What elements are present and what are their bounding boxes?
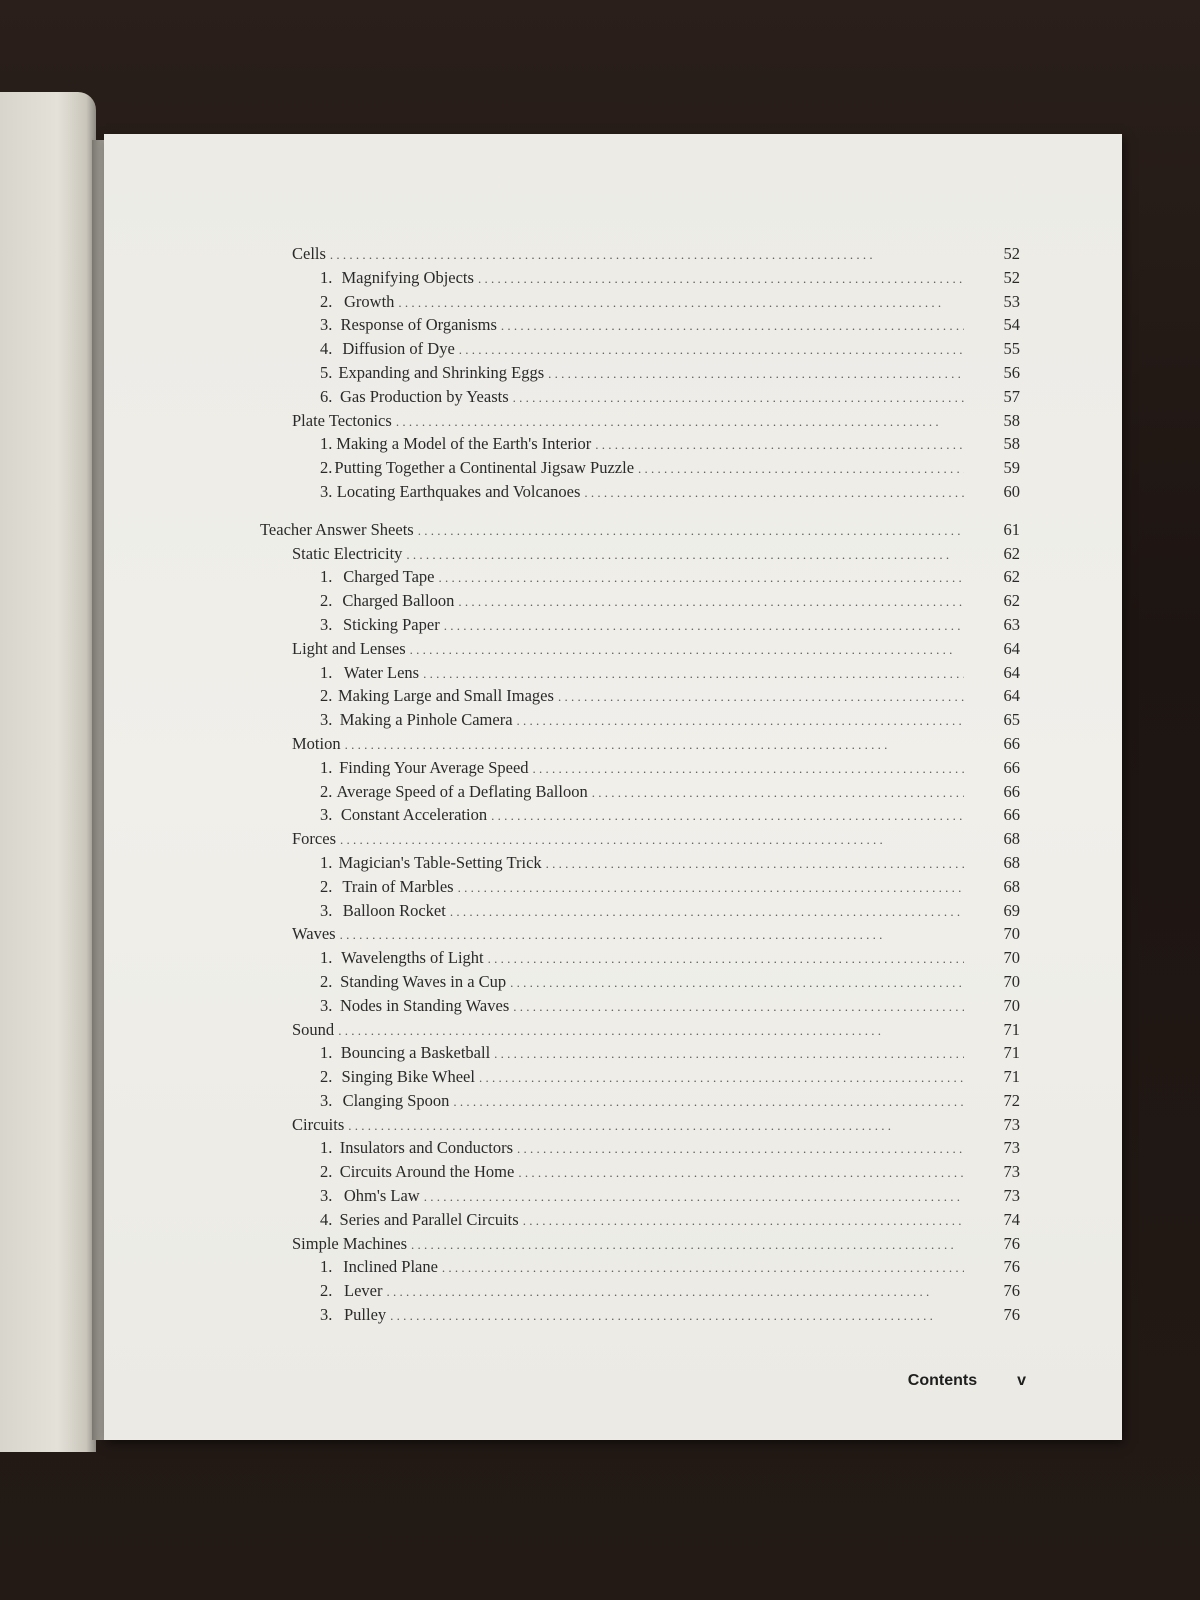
dot-leader — [595, 437, 964, 453]
toc-entry-page-number: 73 — [1003, 1186, 1020, 1206]
toc-entry-number: 1. — [320, 434, 333, 454]
dot-leader — [638, 461, 964, 477]
toc-subentry — [260, 1210, 1020, 1234]
toc-entry-page-number: 60 — [1003, 481, 1020, 501]
toc-entry-page-number: 74 — [1003, 1209, 1020, 1229]
dot-leader — [548, 366, 964, 382]
toc-entry-title: Cells — [292, 244, 326, 263]
dot-leader — [406, 547, 964, 563]
dot-leader — [546, 856, 964, 872]
toc-entry-title: Locating Earthquakes and Volcanoes — [336, 481, 581, 501]
dot-leader — [510, 975, 964, 991]
dot-leader — [459, 342, 964, 358]
toc-subentry — [260, 458, 1020, 482]
toc-entry-page-number: 70 — [1003, 995, 1020, 1015]
toc-entry-number: 1. — [320, 267, 333, 287]
toc-entry-page-number: 66 — [1003, 781, 1020, 801]
toc-entry-title: Forces — [292, 829, 336, 849]
dot-leader — [458, 880, 964, 896]
toc-entry-number: 3. — [320, 481, 333, 501]
toc-entry-page-number: 58 — [1003, 434, 1020, 454]
toc-entry-title: Standing Waves in a Cup — [340, 971, 507, 991]
toc-entry-title: Circuits Around the Home — [339, 1162, 515, 1182]
toc-section-entry — [260, 639, 1020, 663]
toc-entry-title: Water Lens — [343, 662, 420, 682]
toc-entry-title: Response of Organisms — [340, 315, 497, 335]
dot-leader — [513, 390, 964, 406]
toc-entry-page-number: 72 — [1003, 1090, 1020, 1110]
toc-entry-page-number: 65 — [1003, 710, 1020, 730]
toc-entry-title: Motion — [292, 733, 341, 753]
toc-subentry — [260, 591, 1020, 615]
toc-subentry — [260, 1138, 1020, 1162]
toc-entry-number: 3. — [320, 995, 333, 1015]
toc-entry-number: 4. — [320, 339, 333, 359]
toc-subentry — [260, 710, 1020, 734]
dot-leader — [340, 927, 964, 943]
dot-leader — [517, 1141, 964, 1157]
toc-entry-number: 1. — [320, 757, 333, 777]
toc-entry-page-number: 64 — [1003, 662, 1020, 682]
dot-leader — [453, 1094, 964, 1110]
toc-subentry — [260, 268, 1020, 292]
footer-page-number: v — [1017, 1372, 1026, 1389]
toc-subentry — [260, 782, 1020, 806]
toc-entry-title: Growth — [344, 291, 395, 311]
toc-entry-title: Constant Acceleration — [340, 805, 488, 825]
toc-entry-number: 3. — [320, 1186, 333, 1206]
toc-entry-title: Static Electricity — [292, 543, 403, 563]
toc-entry-number: 2. — [320, 1162, 333, 1182]
toc-section-entry — [260, 244, 1020, 268]
toc-entry-title: Pulley — [344, 1305, 387, 1325]
toc-subentry — [260, 1305, 1020, 1329]
dot-leader — [390, 1308, 964, 1324]
dot-leader — [423, 666, 964, 682]
toc-entry-title: Expanding and Shrinking Eggs — [338, 362, 545, 382]
toc-subentry — [260, 1091, 1020, 1115]
dot-leader — [488, 951, 964, 967]
toc-entry-number: 3. — [320, 1090, 333, 1110]
toc-entry-page-number: 52 — [1003, 244, 1020, 263]
toc-entry-page-number: 73 — [1003, 1162, 1020, 1182]
dot-leader — [386, 1284, 964, 1300]
toc-entry-page-number: 71 — [1003, 1019, 1020, 1039]
toc-entry-number: 5. — [320, 362, 333, 382]
toc-subentry — [260, 1067, 1020, 1091]
toc-section-entry — [260, 411, 1020, 435]
toc-entry-page-number: 76 — [1003, 1281, 1020, 1301]
dot-leader — [458, 594, 964, 610]
toc-entry-page-number: 71 — [1003, 1067, 1020, 1087]
toc-entry-page-number: 68 — [1003, 829, 1020, 849]
toc-subentry — [260, 567, 1020, 591]
toc-entry-title: Gas Production by Yeasts — [339, 386, 509, 406]
dot-leader — [418, 523, 964, 539]
toc-entry-title: Bouncing a Basketball — [340, 1043, 491, 1063]
toc-entry-page-number: 58 — [1003, 410, 1020, 430]
toc-subentry — [260, 482, 1020, 506]
dot-leader — [592, 785, 964, 801]
toc-subentry — [260, 615, 1020, 639]
toc-entry-number: 1. — [320, 662, 333, 682]
toc-entry-title: Nodes in Standing Waves — [339, 995, 510, 1015]
toc-entry-number: 1. — [320, 567, 333, 587]
toc-entry-title: Lever — [344, 1281, 383, 1301]
toc-entry-page-number: 64 — [1003, 686, 1020, 706]
toc-entry-title: Magician's Table-Setting Trick — [338, 852, 542, 872]
toc-subentry — [260, 901, 1020, 925]
toc-entry-page-number: 76 — [1003, 1305, 1020, 1325]
dot-leader — [479, 1070, 964, 1086]
toc-entry-title: Charged Tape — [343, 567, 435, 587]
toc-entry-number: 2. — [320, 1281, 333, 1301]
toc-entry-title: Sound — [292, 1019, 335, 1039]
dot-leader — [517, 713, 964, 729]
toc-entry-number: 2. — [320, 458, 333, 478]
dot-leader — [523, 1213, 964, 1229]
toc-entry-page-number: 64 — [1003, 638, 1020, 658]
toc-entry-page-number: 70 — [1003, 948, 1020, 968]
dot-leader — [330, 247, 964, 263]
toc-entry-title: Magnifying Objects — [341, 267, 474, 287]
toc-entry-title: Inclined Plane — [343, 1257, 438, 1277]
toc-entry-page-number: 66 — [1003, 733, 1020, 753]
left-page-edge — [0, 92, 96, 1452]
toc-entry-page-number: 70 — [1003, 924, 1020, 944]
toc-entry-page-number: 55 — [1003, 339, 1020, 359]
toc-subentry — [260, 387, 1020, 411]
dot-leader — [501, 318, 964, 334]
toc-entry-page-number: 56 — [1003, 362, 1020, 382]
dot-leader — [584, 485, 964, 501]
toc-section-entry — [260, 829, 1020, 853]
toc-subentry — [260, 315, 1020, 339]
toc-entry-title: Teacher Answer Sheets — [260, 519, 414, 539]
toc-subentry — [260, 805, 1020, 829]
toc-entry-page-number: 61 — [1003, 519, 1020, 539]
toc-entry-number: 2. — [320, 291, 333, 311]
toc-entry-number: 3. — [320, 614, 333, 634]
toc-entry-title: Clanging Spoon — [342, 1090, 450, 1110]
toc-entry-number: 1. — [320, 1138, 333, 1158]
toc-subentry — [260, 853, 1020, 877]
toc-subentry — [260, 1281, 1020, 1305]
dot-leader — [558, 689, 964, 705]
toc-entry-number: 6. — [320, 386, 333, 406]
toc-subentry — [260, 363, 1020, 387]
toc-entry-page-number: 52 — [1003, 267, 1020, 287]
toc-section-entry — [260, 734, 1020, 758]
dot-leader — [491, 808, 964, 824]
toc-entry-title: Singing Bike Wheel — [341, 1067, 475, 1087]
toc-subentry — [260, 972, 1020, 996]
dot-leader — [444, 618, 964, 634]
toc-subentry — [260, 1043, 1020, 1067]
toc-subentry — [260, 1257, 1020, 1281]
toc-entry-number: 3. — [320, 900, 333, 920]
contents-page — [104, 134, 1122, 1440]
toc-subentry — [260, 686, 1020, 710]
toc-entry-page-number: 71 — [1003, 1043, 1020, 1063]
toc-entry-title: Putting Together a Continental Jigsaw Puzzle — [334, 458, 635, 478]
toc-entry-title: Waves — [292, 924, 336, 944]
toc-entry-title: Finding Your Average Speed — [339, 757, 529, 777]
toc-entry-number: 3. — [320, 710, 333, 730]
toc-entry-number: 2. — [320, 876, 333, 896]
toc-subentry — [260, 339, 1020, 363]
dot-leader — [513, 999, 964, 1015]
toc-entry-title: Circuits — [292, 1114, 345, 1134]
dot-leader — [398, 295, 964, 311]
toc-entry-page-number: 73 — [1003, 1138, 1020, 1158]
toc-entry-number: 4. — [320, 1209, 333, 1229]
dot-leader — [424, 1189, 964, 1205]
toc-section-entry — [260, 1234, 1020, 1258]
toc-section-entry — [260, 544, 1020, 568]
toc-part-entry — [260, 520, 1020, 544]
toc-subentry — [260, 758, 1020, 782]
toc-entry-page-number: 59 — [1003, 458, 1020, 478]
toc-entry-number: 3. — [320, 1305, 333, 1325]
toc-entry-title: Simple Machines — [292, 1233, 408, 1253]
toc-subentry — [260, 663, 1020, 687]
toc-entry-title: Sticking Paper — [343, 614, 440, 634]
toc-entry-number: 3. — [320, 315, 333, 335]
toc-entry-title: Plate Tectonics — [292, 410, 392, 430]
toc-entry-title: Balloon Rocket — [342, 900, 446, 920]
toc-subentry — [260, 996, 1020, 1020]
toc-section-entry — [260, 1115, 1020, 1139]
table-of-contents — [260, 244, 1020, 1329]
toc-entry-title: Average Speed of a Deflating Balloon — [336, 781, 588, 801]
footer-section-title: Contents — [907, 1372, 978, 1389]
toc-entry-number: 2. — [320, 781, 333, 801]
toc-entry-number: 1. — [320, 1257, 333, 1277]
toc-entry-number: 1. — [320, 1043, 333, 1063]
toc-entry-page-number: 76 — [1003, 1257, 1020, 1277]
toc-entry-page-number: 70 — [1003, 971, 1020, 991]
toc-subentry — [260, 434, 1020, 458]
dot-leader — [338, 1023, 964, 1039]
dot-leader — [438, 570, 964, 586]
toc-subentry — [260, 292, 1020, 316]
toc-entry-title: Charged Balloon — [342, 591, 455, 611]
toc-entry-title: Series and Parallel Circuits — [339, 1209, 519, 1229]
toc-entry-title: Making a Pinhole Camera — [339, 710, 513, 730]
toc-entry-page-number: 53 — [1003, 291, 1020, 311]
toc-entry-page-number: 76 — [1003, 1233, 1020, 1253]
dot-leader — [411, 1237, 964, 1253]
toc-entry-title: Wavelengths of Light — [341, 948, 484, 968]
toc-section-entry — [260, 1020, 1020, 1044]
toc-entry-page-number: 63 — [1003, 614, 1020, 634]
toc-entry-title: Light and Lenses — [292, 638, 406, 658]
dot-leader — [442, 1260, 964, 1276]
toc-entry-title: Insulators and Conductors — [339, 1138, 513, 1158]
toc-entry-page-number: 66 — [1003, 757, 1020, 777]
toc-subentry — [260, 1162, 1020, 1186]
toc-entry-page-number: 66 — [1003, 805, 1020, 825]
toc-entry-number: 2. — [320, 686, 333, 706]
toc-entry-page-number: 62 — [1003, 567, 1020, 587]
toc-entry-title: Making Large and Small Images — [337, 686, 554, 706]
toc-entry-title: Making a Model of the Earth's Interior — [336, 434, 592, 454]
toc-entry-page-number: 54 — [1003, 315, 1020, 335]
toc-entry-number: 1. — [320, 852, 333, 872]
toc-entry-page-number: 69 — [1003, 900, 1020, 920]
page-footer — [908, 1372, 1026, 1390]
toc-entry-number: 2. — [320, 1067, 333, 1087]
dot-leader — [345, 737, 964, 753]
toc-subentry — [260, 877, 1020, 901]
toc-entry-number: 1. — [320, 948, 333, 968]
dot-leader — [494, 1046, 964, 1062]
toc-entry-page-number: 62 — [1003, 543, 1020, 563]
toc-entry-page-number: 68 — [1003, 876, 1020, 896]
toc-entry-number: 2. — [320, 591, 333, 611]
toc-entry-number: 3. — [320, 805, 333, 825]
toc-entry-title: Diffusion of Dye — [342, 339, 455, 359]
dot-leader — [533, 761, 964, 777]
dot-leader — [348, 1118, 964, 1134]
dot-leader — [396, 414, 964, 430]
toc-entry-number: 2. — [320, 971, 333, 991]
toc-entry-page-number: 73 — [1003, 1114, 1020, 1134]
toc-section-entry — [260, 924, 1020, 948]
dot-leader — [478, 271, 964, 287]
toc-entry-page-number: 68 — [1003, 852, 1020, 872]
toc-entry-title: Train of Marbles — [342, 876, 454, 896]
toc-entry-title: Ohm's Law — [343, 1186, 420, 1206]
toc-entry-page-number: 62 — [1003, 591, 1020, 611]
dot-leader — [340, 832, 964, 848]
toc-subentry — [260, 1186, 1020, 1210]
toc-subentry — [260, 948, 1020, 972]
toc-entry-page-number: 57 — [1003, 386, 1020, 406]
dot-leader — [410, 642, 964, 658]
dot-leader — [518, 1165, 964, 1181]
dot-leader — [450, 904, 964, 920]
